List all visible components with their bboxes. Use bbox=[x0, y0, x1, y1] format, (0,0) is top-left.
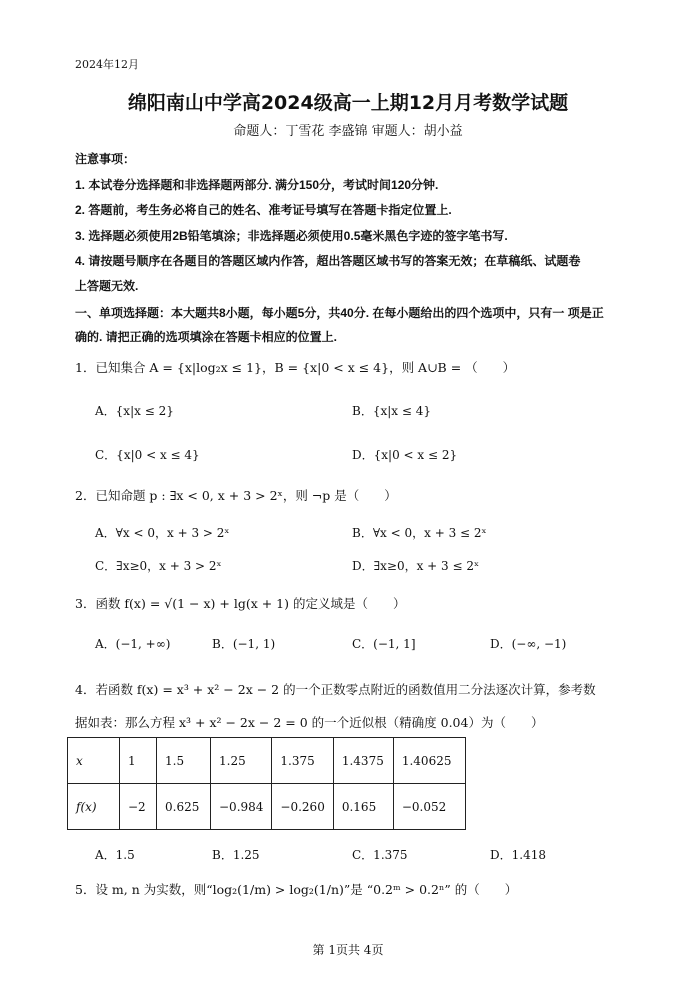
table-cell: 1 bbox=[120, 738, 157, 784]
option-d: D．1.418 bbox=[490, 848, 546, 862]
question-1-stem: 1．已知集合 A = {x|log₂x ≤ 1}，B = {x|0 < x ≤ 4}，则 A∪B = （ ） bbox=[75, 360, 516, 375]
option-a: A．1.5 bbox=[95, 848, 135, 862]
question-3-stem: 3．函数 f(x) = √(1 − x) + lg(x + 1) 的定义域是（ ） bbox=[75, 596, 406, 611]
notice-item: 4. 请按题号顺序在各题目的答题区域内作答，超出答题区域书写的答案无效；在草稿纸、试题卷 bbox=[75, 254, 581, 268]
table-cell: −0.984 bbox=[211, 784, 272, 830]
table-cell: −2 bbox=[120, 784, 157, 830]
option-c: C．(−1, 1] bbox=[352, 637, 416, 651]
exam-title: 绵阳南山中学高2024级高一上期12月月考数学试题 bbox=[127, 92, 569, 114]
notice-item: 1. 本试卷分选择题和非选择题两部分. 满分150分，考试时间120分钟. bbox=[75, 178, 439, 192]
table-cell: x bbox=[68, 738, 120, 784]
option-a: A．{x|x ≤ 2} bbox=[95, 404, 174, 418]
question-4-stem: 4．若函数 f(x) = x³ + x² − 2x − 2 的一个正数零点附近的函数值用二分法逐次计算，参考数 bbox=[75, 682, 596, 697]
section-instruction: 确的. 请把正确的选项填涂在答题卡相应的位置上. bbox=[75, 330, 338, 344]
exam-authors: 命题人：丁雪花 李盛锦 审题人：胡小益 bbox=[233, 124, 463, 139]
option-a: A．(−1, +∞) bbox=[95, 637, 171, 651]
option-b: B．{x|x ≤ 4} bbox=[352, 404, 431, 418]
notice-item: 2. 答题前，考生务必将自己的姓名、准考证号填写在答题卡指定位置上. bbox=[75, 203, 452, 217]
option-c: C．∃x≥0，x + 3 > 2ˣ bbox=[95, 559, 222, 573]
table-cell: 0.165 bbox=[333, 784, 393, 830]
table-cell: 1.40625 bbox=[393, 738, 465, 784]
table-row bbox=[68, 784, 466, 830]
option-d: D．∃x≥0，x + 3 ≤ 2ˣ bbox=[352, 559, 480, 573]
table-cell: −0.052 bbox=[393, 784, 465, 830]
option-c: C．1.375 bbox=[352, 848, 408, 862]
bisection-table bbox=[67, 737, 466, 830]
table-cell: 1.4375 bbox=[333, 738, 393, 784]
option-c: C．{x|0 < x ≤ 4} bbox=[95, 448, 200, 462]
notice-heading: 注意事项： bbox=[75, 152, 136, 166]
table-cell: 1.5 bbox=[157, 738, 211, 784]
table-cell: 1.25 bbox=[211, 738, 272, 784]
exam-date: 2024年12月 bbox=[75, 58, 139, 71]
option-d: D．(−∞, −1) bbox=[490, 637, 567, 651]
notice-item: 上答题无效. bbox=[75, 279, 139, 293]
page-footer: 第 1页共 4页 bbox=[312, 943, 384, 957]
option-d: D．{x|0 < x ≤ 2} bbox=[352, 448, 458, 462]
question-5-stem: 5．设 m, n 为实数，则“log₂(1/m) > log₂(1/n)”是 “0.2ᵐ > 0.2ⁿ” 的（ ） bbox=[75, 882, 518, 897]
option-b: B．(−1, 1) bbox=[212, 637, 276, 651]
option-b: B．∀x < 0，x + 3 ≤ 2ˣ bbox=[352, 526, 487, 540]
option-a: A．∀x < 0，x + 3 > 2ˣ bbox=[95, 526, 230, 540]
option-b: B．1.25 bbox=[212, 848, 260, 862]
table-cell: f(x) bbox=[68, 784, 120, 830]
table-row bbox=[68, 738, 466, 784]
section-instruction: 一、单项选择题：本大题共8小题，每小题5分，共40分. 在每小题给出的四个选项中，只有一 项是正 bbox=[75, 306, 604, 320]
table-cell: 1.375 bbox=[272, 738, 333, 784]
question-2-stem: 2．已知命题 p : ∃x < 0, x + 3 > 2ˣ，则 ¬p 是（ ） bbox=[75, 488, 397, 503]
question-4-stem: 据如表：那么方程 x³ + x² − 2x − 2 = 0 的一个近似根（精确度 0.04）为（ ） bbox=[75, 715, 544, 730]
notice-item: 3. 选择题必须使用2B铅笔填涂；非选择题必须使用0.5毫米黑色字迹的签字笔书写. bbox=[75, 229, 508, 243]
table-cell: −0.260 bbox=[272, 784, 333, 830]
table-cell: 0.625 bbox=[157, 784, 211, 830]
